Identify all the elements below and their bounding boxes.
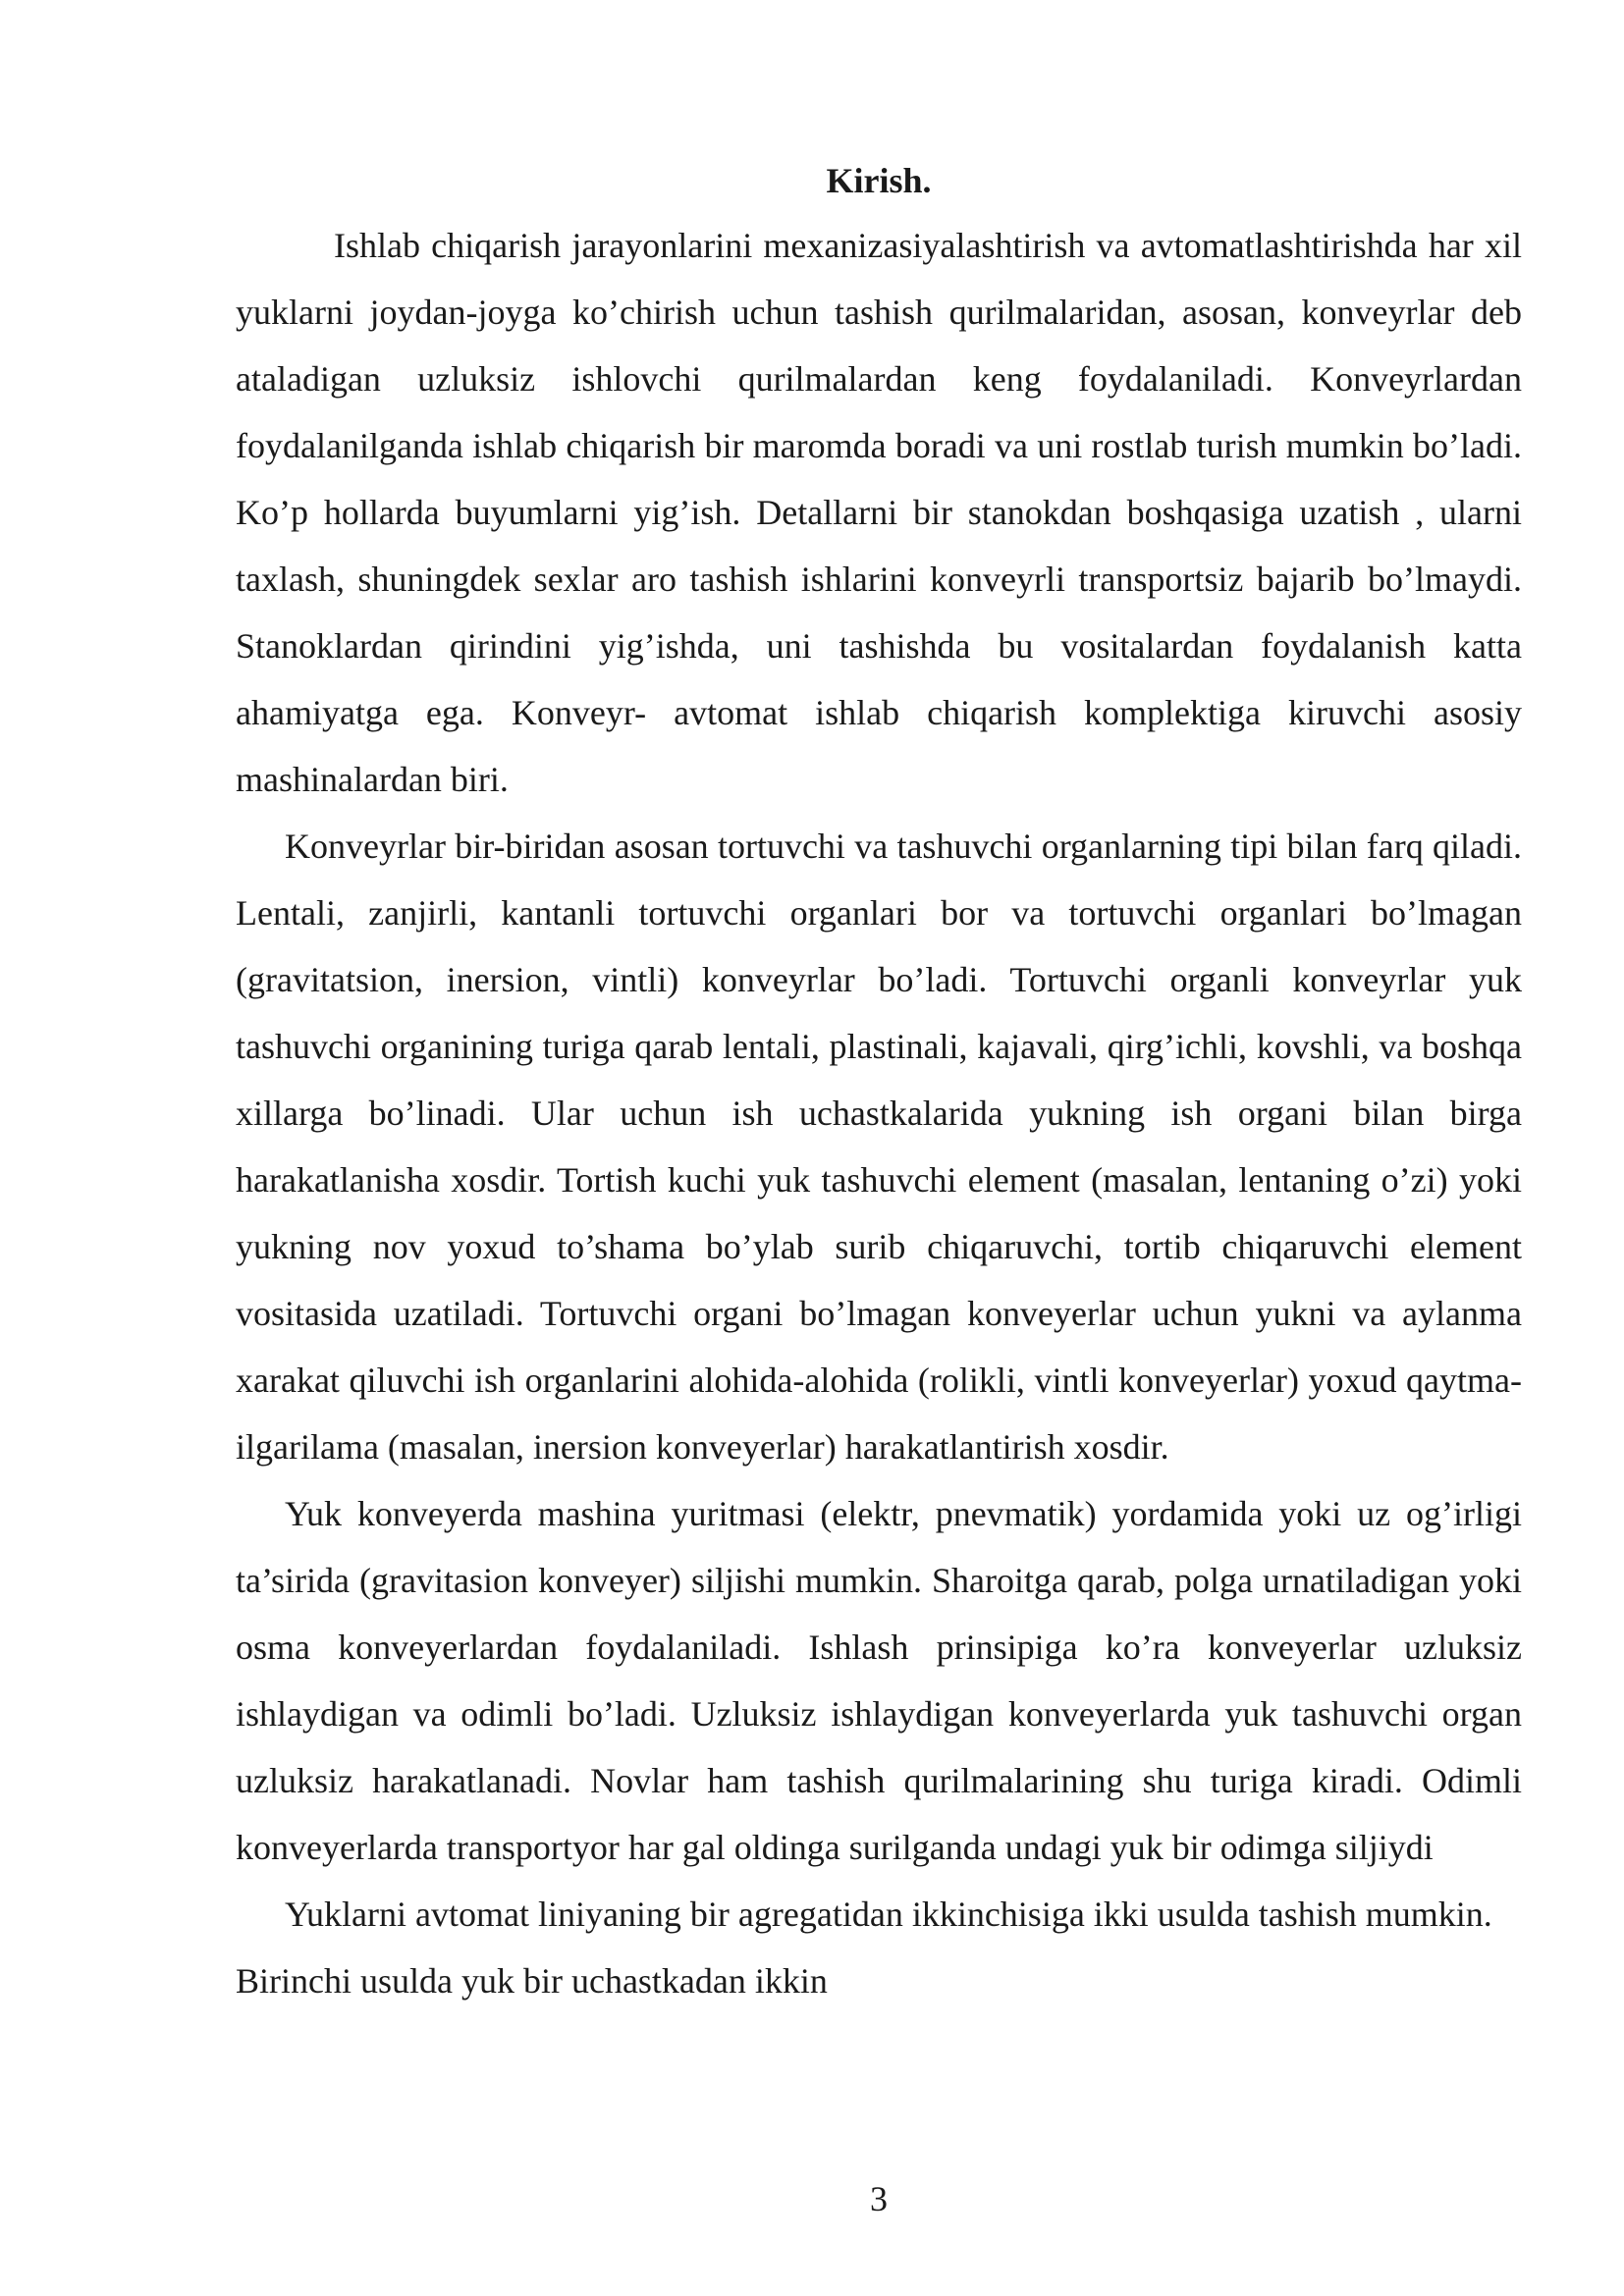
paragraph-2: Konveyrlar bir-biridan asosan tortuvchi va tashuvchi organlarning tipi bilan farq qiladi. Lentali, zanjirli, kantanli tortuvchi organlari bor va tortuvchi organlari bo’lmagan (gravitatsion, inersion, vintli) konveyrlar bo’ladi. Tortuvchi organli konveyrlar yuk tashuvchi organining turiga qarab lentali, plastinali, kajavali, qirg’ichli, kovshli, va boshqa xillarga bo’linadi. Ular uchun ish uchastkalarida yukning ish organi bilan birga harakatlanisha xosdir. Tortish kuchi yuk tashuvchi element (masalan, lentaning o’zi) yoki yukning nov yoxud to’shama bo’ylab surib chiqaruvchi, tortib chiqaruvchi element vositasida uzatiladi. Tortuvchi organi bo’lmagan konveyerlar uchun yukni va aylanma xarakat qiluvchi ish organlarini alohida-alohida (rolikli, vintli konveyerlar) yoxud qaytma-ilgarilama (masalan, inersion konveyerlar) harakatlantirish xosdir. bbox=[236, 827, 1522, 1467]
page-title: Kirish. bbox=[826, 161, 932, 200]
page-number: 3 bbox=[870, 2179, 888, 2218]
paragraph-4: Yuklarni avtomat liniyaning bir agregatidan ikkinchisiga ikki usulda tashish mumkin. Birinchi usulda yuk bir uchastkadan ikkin bbox=[236, 1895, 1492, 2001]
paragraph-1: Ishlab chiqarish jarayonlarini mexanizasiyalashtirish va avtomatlashtirishda har xil yuklarni joydan-joyga ko’chirish uchun tashish qurilmalaridan, asosan, konveyrlar deb ataladigan uzluksiz ishlovchi qurilmalardan keng foydalaniladi. Konveyrlardan foydalanilganda ishlab chiqarish bir maromda boradi va uni rostlab turish mumkin bo’ladi. Ko’p hollarda buyumlarni yig’ish. Detallarni bir stanokdan boshqasiga uzatish , ularni taxlash, shuningdek sexlar aro tashish ishlarini konveyrli transportsiz bajarib bo’lmaydi. Stanoklardan qirindini yig’ishda, uni tashishda bu vositalardan foydalanish katta ahamiyatga ega. Konveyr- avtomat ishlab chiqarish komplektiga kiruvchi asosiy mashinalardan biri. bbox=[236, 226, 1522, 799]
paragraph-3: Yuk konveyerda mashina yuritmasi (elektr, pnevmatik) yordamida yoki uz og’irligi ta’sirida (gravitasion konveyer) siljishi mumkin. Sharoitga qarab, polga urnatiladigan yoki osma konveyerlardan foydalaniladi. Ishlash prinsipiga ko’ra konveyerlar uzluksiz ishlaydigan va odimli bo’ladi. Uzluksiz ishlaydigan konveyerlarda yuk tashuvchi organ uzluksiz harakatlanadi. Novlar ham tashish qurilmalarining shu turiga kiradi. Odimli konveyerlarda transportyor har gal oldinga surilganda undagi yuk bir odimga siljiydi bbox=[236, 1494, 1522, 1867]
document-body bbox=[236, 212, 1522, 2014]
